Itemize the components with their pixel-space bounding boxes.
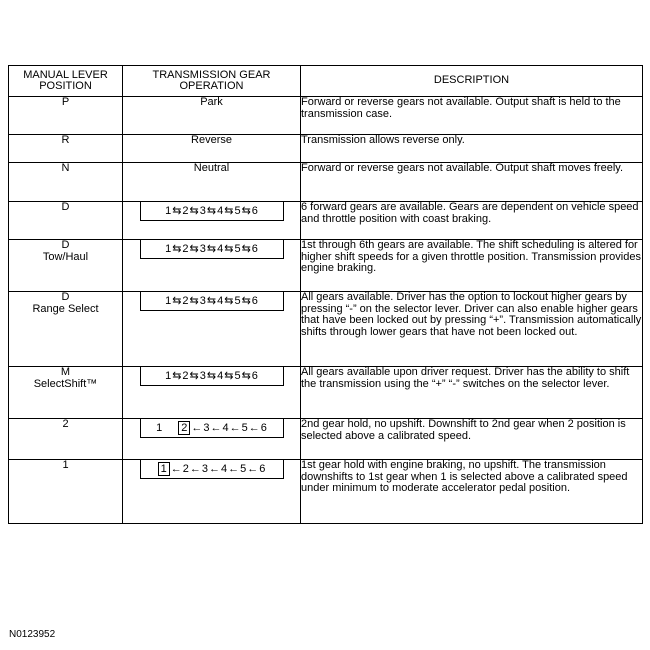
- lever-position-mode: Range Select: [32, 302, 99, 315]
- gear-number: 2: [182, 243, 189, 255]
- shift-both-arrow-icon: ⇆: [189, 370, 199, 382]
- lever-position-cell: [9, 367, 123, 419]
- gear-number: 3: [201, 463, 208, 475]
- lever-position-cell: [9, 460, 123, 524]
- header-text: OPERATION: [179, 80, 244, 92]
- gear-number: 1: [156, 422, 163, 434]
- gear-operation-cell: [123, 367, 301, 419]
- header-description: DESCRIPTION: [301, 66, 643, 97]
- gear-number: 1: [165, 295, 172, 307]
- gear-number: 4: [217, 370, 224, 382]
- shift-both-arrow-icon: ⇆: [172, 295, 182, 307]
- gear-number: 2: [178, 421, 190, 435]
- gear-number: 5: [234, 243, 241, 255]
- shift-both-arrow-icon: ⇆: [189, 205, 199, 217]
- gear-shift-diagram: [140, 366, 284, 386]
- table-row: [9, 135, 643, 163]
- gear-number: 1: [165, 243, 172, 255]
- header-row: [9, 66, 643, 97]
- gear-number: 6: [259, 463, 266, 475]
- gear-number: 1: [158, 462, 170, 476]
- shift-both-arrow-icon: ⇆: [172, 370, 182, 382]
- lever-position-cell: [9, 419, 123, 460]
- gear-operation-cell: Neutral: [123, 163, 301, 202]
- shift-both-arrow-icon: ⇆: [206, 295, 217, 307]
- table-row: [9, 163, 643, 202]
- shift-both-arrow-icon: ⇆: [206, 205, 217, 217]
- shift-both-arrow-icon: ⇆: [241, 243, 251, 255]
- gear-number: 4: [222, 422, 229, 434]
- gear-number: 2: [182, 295, 189, 307]
- lever-position: D: [61, 201, 70, 213]
- shift-both-arrow-icon: ⇆: [206, 370, 217, 382]
- gear-operation-cell: Park: [123, 97, 301, 135]
- gear-number: 6: [251, 370, 258, 382]
- gear-operation-cell: [123, 460, 301, 524]
- lever-position: 1: [62, 459, 69, 471]
- gear-shift-diagram: [140, 291, 284, 311]
- description-cell: 2nd gear hold, no upshift. Downshift to 2nd gear when 2 position is selected above a calibrated speed.: [301, 419, 643, 460]
- description-cell: 6 forward gears are available. Gears are dependent on vehicle speed and throttle position with coast braking.: [301, 202, 643, 240]
- lever-position-cell: [9, 163, 123, 202]
- gear-number: 3: [199, 243, 206, 255]
- gear-number: 4: [217, 205, 224, 217]
- gear-number: 4: [221, 463, 228, 475]
- shift-both-arrow-icon: ⇆: [224, 295, 234, 307]
- gear-operation-cell: [123, 202, 301, 240]
- gear-number: 6: [251, 295, 258, 307]
- gear-number: 6: [251, 205, 258, 217]
- lever-position-cell: [9, 292, 123, 367]
- gear-operation-table: [8, 65, 643, 524]
- figure-id: N0123952: [9, 629, 56, 640]
- lever-position-cell: [9, 240, 123, 292]
- gear-number: 5: [234, 295, 241, 307]
- description-cell: All gears available. Driver has the option to lockout higher gears by pressing “-” on the selector lever. Driver can also enable higher gears that have been locked out by pressing “+”. Transmission automatically shifts through lower gears that have not been locked out.: [301, 292, 643, 367]
- gear-number: 5: [241, 422, 248, 434]
- gear-operation-cell: Reverse: [123, 135, 301, 163]
- downshift-arrow-icon: ←: [191, 422, 203, 434]
- table-row: [9, 292, 643, 367]
- downshift-arrow-icon: ←: [209, 463, 220, 475]
- shift-both-arrow-icon: ⇆: [224, 205, 234, 217]
- table-row: [9, 97, 643, 135]
- gear-number: 3: [199, 295, 206, 307]
- gear-shift-diagram: [140, 418, 284, 438]
- shift-both-arrow-icon: ⇆: [172, 243, 182, 255]
- lever-position: R: [61, 134, 70, 146]
- gear-number: 2: [182, 370, 189, 382]
- table-row: [9, 202, 643, 240]
- gear-number: 5: [240, 463, 247, 475]
- gear-number: 5: [234, 370, 241, 382]
- gear-operation-cell: [123, 240, 301, 292]
- shift-both-arrow-icon: ⇆: [172, 205, 182, 217]
- shift-both-arrow-icon: ⇆: [189, 243, 199, 255]
- shift-both-arrow-icon: ⇆: [241, 295, 251, 307]
- lever-position: 2: [62, 418, 69, 430]
- lever-position: D: [61, 239, 70, 251]
- shift-both-arrow-icon: ⇆: [206, 243, 217, 255]
- downshift-arrow-icon: ←: [170, 463, 182, 475]
- downshift-arrow-icon: ←: [228, 463, 240, 475]
- header-lever-position: [9, 66, 123, 97]
- shift-both-arrow-icon: ⇆: [189, 295, 199, 307]
- downshift-arrow-icon: ←: [248, 422, 260, 434]
- gear-number: 4: [217, 243, 224, 255]
- gear-number: 3: [199, 205, 206, 217]
- gear-number: 4: [217, 295, 224, 307]
- lever-position-cell: [9, 97, 123, 135]
- gear-number: 2: [182, 205, 189, 217]
- gear-number: 3: [203, 422, 210, 434]
- shift-both-arrow-icon: ⇆: [224, 243, 234, 255]
- table-row: [9, 460, 643, 524]
- header-gear-operation: [123, 66, 301, 97]
- lever-position-mode: SelectShift™: [33, 377, 98, 390]
- shift-both-arrow-icon: ⇆: [241, 205, 251, 217]
- gear-operation-cell: [123, 419, 301, 460]
- lever-position: M: [60, 366, 71, 378]
- gear-operation-cell: [123, 292, 301, 367]
- downshift-arrow-icon: ←: [210, 422, 222, 434]
- table-row: [9, 367, 643, 419]
- description-cell: Forward or reverse gears not available. Output shaft is held to the transmission case.: [301, 97, 643, 135]
- gear-shift-diagram: [140, 201, 284, 221]
- header-text: MANUAL LEVER: [23, 68, 108, 81]
- gear-number: 6: [251, 243, 258, 255]
- gear-number: 2: [182, 463, 189, 475]
- header-text: TRANSMISSION GEAR: [152, 68, 271, 81]
- lever-position-cell: [9, 135, 123, 163]
- gear-number: 6: [260, 422, 267, 434]
- gear-number: 5: [234, 205, 241, 217]
- description-cell: All gears available upon driver request. Driver has the ability to shift the transmission using the “+” “-” switches on the selector lever.: [301, 367, 643, 419]
- header-text: POSITION: [39, 80, 92, 92]
- gear-number: 1: [165, 370, 172, 382]
- lever-position: D: [61, 291, 70, 303]
- gear-number: 1: [165, 205, 172, 217]
- lever-position: P: [61, 96, 70, 108]
- table-row: [9, 419, 643, 460]
- lever-position-cell: [9, 202, 123, 240]
- shift-both-arrow-icon: ⇆: [224, 370, 234, 382]
- downshift-arrow-icon: ←: [229, 422, 241, 434]
- shift-both-arrow-icon: ⇆: [241, 370, 251, 382]
- gear-shift-diagram: [140, 239, 284, 259]
- description-cell: 1st gear hold with engine braking, no upshift. The transmission downshifts to 1st gear when 1 is selected above a calibrated speed under minimum to moderate accelerator pedal position.: [301, 460, 643, 524]
- gear-number: 3: [199, 370, 206, 382]
- downshift-arrow-icon: ←: [189, 463, 201, 475]
- lever-position: N: [61, 162, 70, 174]
- lever-position-mode: Tow/Haul: [42, 250, 89, 263]
- gear-shift-diagram: [140, 459, 284, 479]
- description-cell: Forward or reverse gears not available. Output shaft moves freely.: [301, 163, 643, 202]
- table-row: [9, 240, 643, 292]
- downshift-arrow-icon: ←: [247, 463, 259, 475]
- description-cell: 1st through 6th gears are available. The shift scheduling is altered for higher shift speeds for a given throttle position. Transmission provides engine braking.: [301, 240, 643, 292]
- description-cell: Transmission allows reverse only.: [301, 135, 643, 163]
